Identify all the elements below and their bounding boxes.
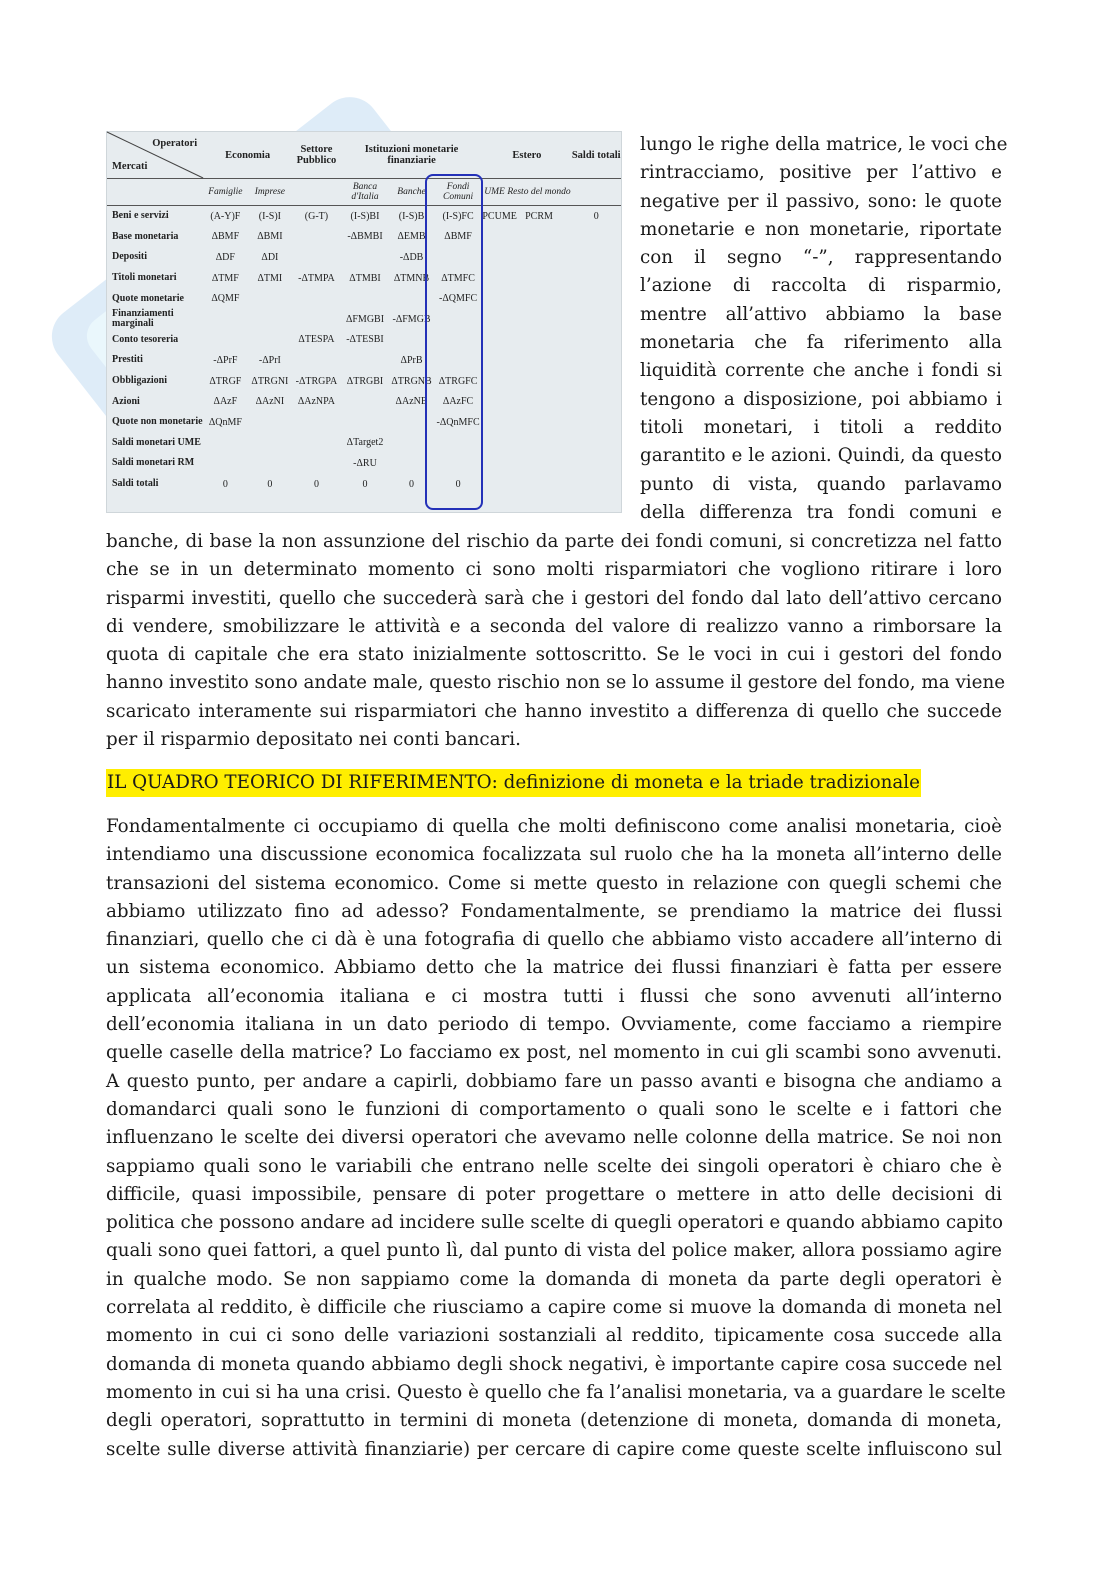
matrix-row	[107, 391, 621, 412]
matrix-cell: (I-S)B	[398, 210, 425, 222]
matrix-cell	[507, 227, 572, 248]
text-line: negative per il passivo, sono: le quote	[640, 190, 1002, 212]
markets-label: Mercati	[112, 161, 148, 172]
matrix-cell	[482, 371, 506, 392]
matrix-row-label: Titoli monetari	[112, 272, 177, 284]
matrix-cell	[203, 433, 248, 454]
matrix-cell	[203, 309, 248, 330]
matrix-cell	[248, 330, 293, 351]
text-line: rintracciamo, positive per l’attivo e	[640, 162, 1002, 184]
matrix-cell	[571, 371, 621, 392]
text-line: con il segno “-”, rappresentando	[640, 247, 1002, 269]
matrix-cell	[507, 330, 572, 351]
matrix-cell: -ΔQnMFC	[436, 416, 480, 428]
matrix-row-label: Prestiti	[112, 354, 143, 366]
text-line: hanno investito sono andate male, questo rischio non se lo assume il gestore del fondo, ma viene	[106, 672, 1006, 694]
matrix-cell	[571, 227, 621, 248]
text-line: quelle caselle della matrice? Lo facciamo ex post, nel momento in cui gli scambi sono avvenuti.	[106, 1042, 1002, 1064]
matrix-cell: -ΔTESBI	[346, 334, 384, 346]
matrix-cell: 0	[267, 478, 273, 490]
text-line: liquidità corrente che anche i fondi si	[640, 360, 1002, 382]
matrix-cell	[571, 433, 621, 454]
matrix-corner-cell	[107, 132, 203, 179]
matrix-cell: -ΔTMPA	[298, 272, 335, 284]
matrix-cell: PCRM	[525, 210, 553, 222]
matrix-cell: ΔTRGNB	[391, 375, 432, 387]
matrix-cell	[341, 350, 390, 371]
matrix-cell	[341, 412, 390, 433]
body-paragraph	[106, 813, 1006, 1464]
matrix-cell	[507, 288, 572, 309]
matrix-cell	[482, 247, 506, 268]
text-line: di vendere, smobilizzare le attività e a seconda del valore di realizzo vanno a rimborsare la	[106, 615, 1002, 637]
matrix-cell	[292, 247, 341, 268]
matrix-row-label: Beni e servizi	[112, 210, 169, 222]
matrix-cell: ΔQMF	[211, 293, 240, 305]
matrix-cell	[292, 309, 341, 330]
text-line: quota di capitale che era stato inizialmente sottoscritto. Se le voci in cui i gestori del fondo	[106, 644, 1002, 666]
text-line: degli operatori, soprattutto in termini di moneta (detenzione di moneta, domanda di moneta,	[106, 1410, 1002, 1432]
matrix-row	[107, 227, 621, 248]
matrix-cell: ΔTESPA	[298, 334, 335, 346]
matrix-row-label: Saldi totali	[112, 478, 159, 490]
text-line: sappiamo quali sono le variabili che entrano nelle scelte dei singoli operatori è chiaro che è	[106, 1155, 1002, 1177]
matrix-cell	[482, 288, 506, 309]
text-line: garantito e le azioni. Quindi, da questo	[640, 445, 1002, 467]
matrix-cell	[482, 474, 506, 495]
matrix-cell	[292, 433, 341, 454]
matrix-cell: ΔBMF	[444, 231, 472, 243]
financial-flows-matrix-figure	[106, 131, 622, 513]
matrix-row	[107, 268, 621, 289]
text-line: finanziari, quello che ci dà è una fotografia di quello che abbiamo visto accadere all’interno di	[106, 929, 1002, 951]
text-line: Fondamentalmente ci occupiamo di quella che molti definiscono come analisi monetaria, cioè	[106, 816, 1002, 837]
matrix-cell	[571, 268, 621, 289]
matrix-cell: (I-S)BI	[350, 210, 380, 222]
matrix-header-groups	[107, 132, 621, 179]
matrix-cell: (A-Y)F	[210, 210, 241, 222]
matrix-cell	[482, 227, 506, 248]
matrix-cell	[292, 288, 341, 309]
text-line: dell’economia italiana in un dato periodo di tempo. Ovviamente, come facciamo a riempire	[106, 1014, 1002, 1036]
operators-label: Operatori	[152, 138, 198, 149]
matrix-cell: (I-S)FC	[442, 210, 474, 222]
text-line: difficile, quasi impossibile, pensare di poter progettare o mettere in atto delle decisioni di	[106, 1183, 1002, 1205]
text-line: titoli monetari, i titoli a reddito	[640, 416, 1002, 438]
matrix-cell	[482, 433, 506, 454]
matrix-cell: ΔBMF	[211, 231, 240, 243]
text-line: politica che possono andare ad incidere sulle scelte di quegli operatori e quando abbiamo capito	[106, 1212, 1003, 1234]
matrix-cell	[248, 288, 293, 309]
subcol: Famiglie	[203, 179, 248, 206]
matrix-cell	[571, 330, 621, 351]
matrix-cell	[507, 453, 572, 474]
matrix-cell: -ΔTRGPA	[295, 375, 338, 387]
text-line: banche, di base la non assunzione del rischio da parte dei fondi comuni, si concretizza nel fatto	[106, 531, 1002, 552]
matrix-cell: ΔQnMF	[208, 416, 242, 428]
matrix-cell	[507, 371, 572, 392]
group-estero: Estero	[482, 132, 571, 179]
subcol: Fondi Comuni	[434, 179, 483, 206]
matrix-cell	[482, 453, 506, 474]
matrix-cell: ΔTarget2	[346, 437, 384, 449]
matrix-cell: -ΔDB	[399, 251, 424, 263]
matrix-row-label: Base monetaria	[112, 230, 179, 242]
matrix-cell	[248, 433, 293, 454]
matrix-cell	[482, 412, 506, 433]
subcol: Banca d'Italia	[341, 179, 390, 206]
matrix-cell	[341, 288, 390, 309]
matrix-cell	[507, 412, 572, 433]
section-heading: IL QUADRO TEORICO DI RIFERIMENTO: definizione di moneta e la triade tradizionale	[106, 769, 921, 797]
subcol: Resto del mondo	[507, 179, 572, 206]
matrix-row	[107, 453, 621, 474]
text-line: un sistema economico. Abbiamo detto che la matrice dei flussi finanziari è fatta per essere	[106, 957, 1002, 979]
matrix-cell	[507, 433, 572, 454]
matrix-cell	[482, 391, 506, 412]
matrix-row	[107, 330, 621, 351]
matrix-cell	[571, 474, 621, 495]
matrix-cell: -ΔFMGB	[392, 313, 431, 325]
fondi-comuni-highlight	[425, 174, 483, 510]
matrix-cell: -ΔQMFC	[439, 293, 478, 305]
matrix-cell: ΔTMI	[257, 272, 283, 284]
text-line: transazioni del sistema economico. Come si mette questo in relazione con quegli schemi che	[106, 872, 1002, 894]
matrix-cell: (G-T)	[304, 210, 329, 222]
continuation-paragraph	[106, 528, 1006, 754]
matrix-cell: 0	[409, 478, 415, 490]
matrix-cell: 0	[222, 478, 228, 490]
matrix-cell: ΔTRGF	[209, 375, 242, 387]
matrix-row-label: Conto tesoreria	[112, 333, 179, 345]
matrix-row	[107, 206, 621, 227]
matrix-cell: ΔTRGNI	[251, 375, 289, 387]
text-line: domandarci quali sono le funzioni di comportamento o quali sono le scelte e i fattori che	[106, 1098, 1002, 1120]
matrix-cell	[571, 453, 621, 474]
text-line: mentre all’attivo abbiamo la base	[640, 303, 1002, 325]
text-line: monetarie e non monetarie, riportate	[640, 218, 1002, 240]
matrix-cell	[203, 453, 248, 474]
matrix-cell	[507, 474, 572, 495]
matrix-row	[107, 247, 621, 268]
matrix-cell: ΔTRGBI	[346, 375, 384, 387]
matrix-cell	[482, 350, 506, 371]
text-line: quali sono quei fattori, a quel punto lì, dal punto di vista del police maker, allora possiamo agire	[106, 1240, 1002, 1262]
matrix-cell: -ΔPrI	[258, 354, 281, 366]
matrix-cell: ΔAzNB	[395, 396, 428, 408]
matrix-cell	[292, 350, 341, 371]
matrix-cell	[507, 247, 572, 268]
matrix-row	[107, 309, 621, 330]
matrix-cell: ΔTRGFC	[438, 375, 478, 387]
matrix-row	[107, 433, 621, 454]
matrix-cell: PCUME	[482, 210, 517, 222]
matrix-cell: ΔTMFC	[441, 272, 475, 284]
matrix-cell	[482, 268, 506, 289]
matrix-cell	[248, 453, 293, 474]
matrix-cell: ΔTMF	[211, 272, 239, 284]
text-line: punto di vista, quando parlavamo	[640, 473, 1002, 495]
matrix-cell	[571, 288, 621, 309]
text-line: lungo le righe della matrice, le voci che	[640, 134, 1008, 155]
matrix-row-label: Depositi	[112, 251, 147, 263]
matrix-cell: 0	[362, 478, 368, 490]
text-line: l’azione di raccolta di risparmio,	[640, 275, 1002, 297]
matrix-row	[107, 371, 621, 392]
matrix-cell: ΔTMNB	[393, 272, 430, 284]
text-line: in qualche modo. Se non sappiamo come la domanda di moneta da parte degli operatori è	[106, 1268, 1002, 1290]
matrix-cell: ΔFMGBI	[345, 313, 385, 325]
matrix-body	[107, 206, 621, 495]
group-settore-pubblico: Settore Pubblico	[292, 132, 341, 179]
text-line: momento in cui ci sono delle variazioni sostanziali al reddito, tipicamente cosa succede alla	[106, 1325, 1002, 1347]
matrix-cell	[292, 227, 341, 248]
text-line: correlata al reddito, è difficile che riusciamo a capire come si muove la domanda di moneta nel	[106, 1297, 1002, 1319]
subcol	[292, 179, 341, 206]
text-line: tengono a disposizione, poi abbiamo i	[640, 388, 1002, 410]
text-line: abbiamo utilizzato fino ad adesso? Fondamentalmente, se prendiamo la matrice dei flussi	[106, 900, 1002, 922]
matrix-row	[107, 350, 621, 371]
text-line: momento in cui si ha una crisi. Questo è quello che fa l’analisi monetaria, va a guardare le scelte	[106, 1381, 1006, 1403]
matrix-row-label: Finanziamenti marginali	[112, 308, 174, 330]
matrix-cell	[507, 391, 572, 412]
matrix-cell	[571, 412, 621, 433]
matrix-cell: ΔEMB	[397, 231, 426, 243]
text-line: monetaria che fa riferimento alla	[640, 332, 1002, 354]
matrix-cell: 0	[313, 478, 319, 490]
matrix-row-label: Azioni	[112, 395, 140, 407]
matrix-cell: 0	[593, 210, 599, 222]
matrix-row-label: Saldi monetari UME	[112, 436, 201, 448]
matrix-row-label: Obbligazioni	[112, 375, 168, 387]
group-saldi-totali: Saldi totali	[571, 132, 621, 179]
matrix-cell	[571, 247, 621, 268]
matrix-row	[107, 288, 621, 309]
matrix-cell	[571, 350, 621, 371]
matrix-cell: 0	[455, 478, 461, 490]
matrix-cell	[482, 330, 506, 351]
matrix-cell	[571, 391, 621, 412]
matrix-cell	[248, 309, 293, 330]
text-line: intendiamo una discussione economica focalizzata sul ruolo che ha la moneta all’interno delle	[106, 844, 1002, 866]
matrix-cell	[292, 412, 341, 433]
matrix-cell	[507, 350, 572, 371]
matrix-cell: ΔDI	[261, 251, 279, 263]
matrix-row-label: Quote non monetarie	[112, 416, 203, 428]
subcol	[571, 179, 621, 206]
text-line: influenzano le scelte dei diversi operatori che avevamo nelle colonne della matrice. Se noi non	[106, 1127, 1002, 1149]
text-line: scelte sulle diverse attività finanziarie) per cercare di capire come queste scelte influiscono sul	[106, 1438, 1002, 1460]
matrix-cell: ΔAzNI	[255, 396, 285, 408]
matrix-cell: -ΔPrF	[213, 354, 238, 366]
matrix-cell	[507, 268, 572, 289]
group-economia: Economia	[203, 132, 292, 179]
text-line: risparmi investiti, quello che succederà sarà che i gestori del fondo dal lato dell’attivo cercano	[106, 587, 1002, 609]
text-line: della differenza tra fondi comuni e	[640, 501, 1002, 523]
matrix-cell: ΔAzF	[213, 396, 238, 408]
matrix-cell: ΔPrB	[400, 354, 423, 366]
matrix-cell	[341, 247, 390, 268]
subcol: UME	[482, 179, 506, 206]
matrix-cell	[507, 309, 572, 330]
matrix-header-subcols	[107, 179, 621, 206]
matrix-row	[107, 474, 621, 495]
matrix-cell	[341, 391, 390, 412]
matrix-cell: ΔAzNPA	[297, 396, 336, 408]
text-line: scaricato interamente sui risparmiatori che hanno investito a differenza di quello che succede	[106, 700, 1002, 722]
matrix-cell	[248, 412, 293, 433]
matrix-cell: (I-S)I	[258, 210, 281, 222]
matrix-cell: -ΔRU	[353, 457, 377, 469]
matrix-cell: ΔDF	[215, 251, 235, 263]
matrix-cell: ΔAzFC	[442, 396, 474, 408]
matrix-row-label: Quote monetarie	[112, 292, 184, 304]
subcol: Imprese	[248, 179, 293, 206]
text-line: domanda di moneta quando abbiamo degli shock negativi, è importante capire cosa succede nel	[106, 1353, 1002, 1375]
subcol: Banche	[389, 179, 434, 206]
right-column-text	[640, 131, 1008, 527]
matrix-cell: ΔBMI	[257, 231, 283, 243]
matrix-cell: -ΔBMBI	[347, 231, 383, 243]
text-line: A questo punto, per andare a capirli, dobbiamo fare un passo avanti e bisogna che andiamo a	[106, 1070, 1002, 1092]
matrix-cell	[482, 309, 506, 330]
matrix-cell: ΔTMBI	[349, 272, 381, 284]
group-istituzioni: Istituzioni monetarie finanziarie	[341, 132, 483, 179]
matrix-row-label: Saldi monetari RM	[112, 457, 195, 469]
text-line: per il risparmio depositato nei conti bancari.	[106, 729, 521, 751]
matrix-row	[107, 412, 621, 433]
matrix-cell	[203, 330, 248, 351]
matrix-cell	[292, 453, 341, 474]
text-line: che se in un determinato momento ci sono molti risparmiatori che vogliono ritirare i loro	[106, 559, 1002, 581]
matrix-cell	[571, 309, 621, 330]
financial-flows-matrix	[107, 132, 621, 494]
text-line: applicata all’economia italiana e ci mostra tutti i flussi che sono avvenuti all’interno	[106, 985, 1002, 1007]
